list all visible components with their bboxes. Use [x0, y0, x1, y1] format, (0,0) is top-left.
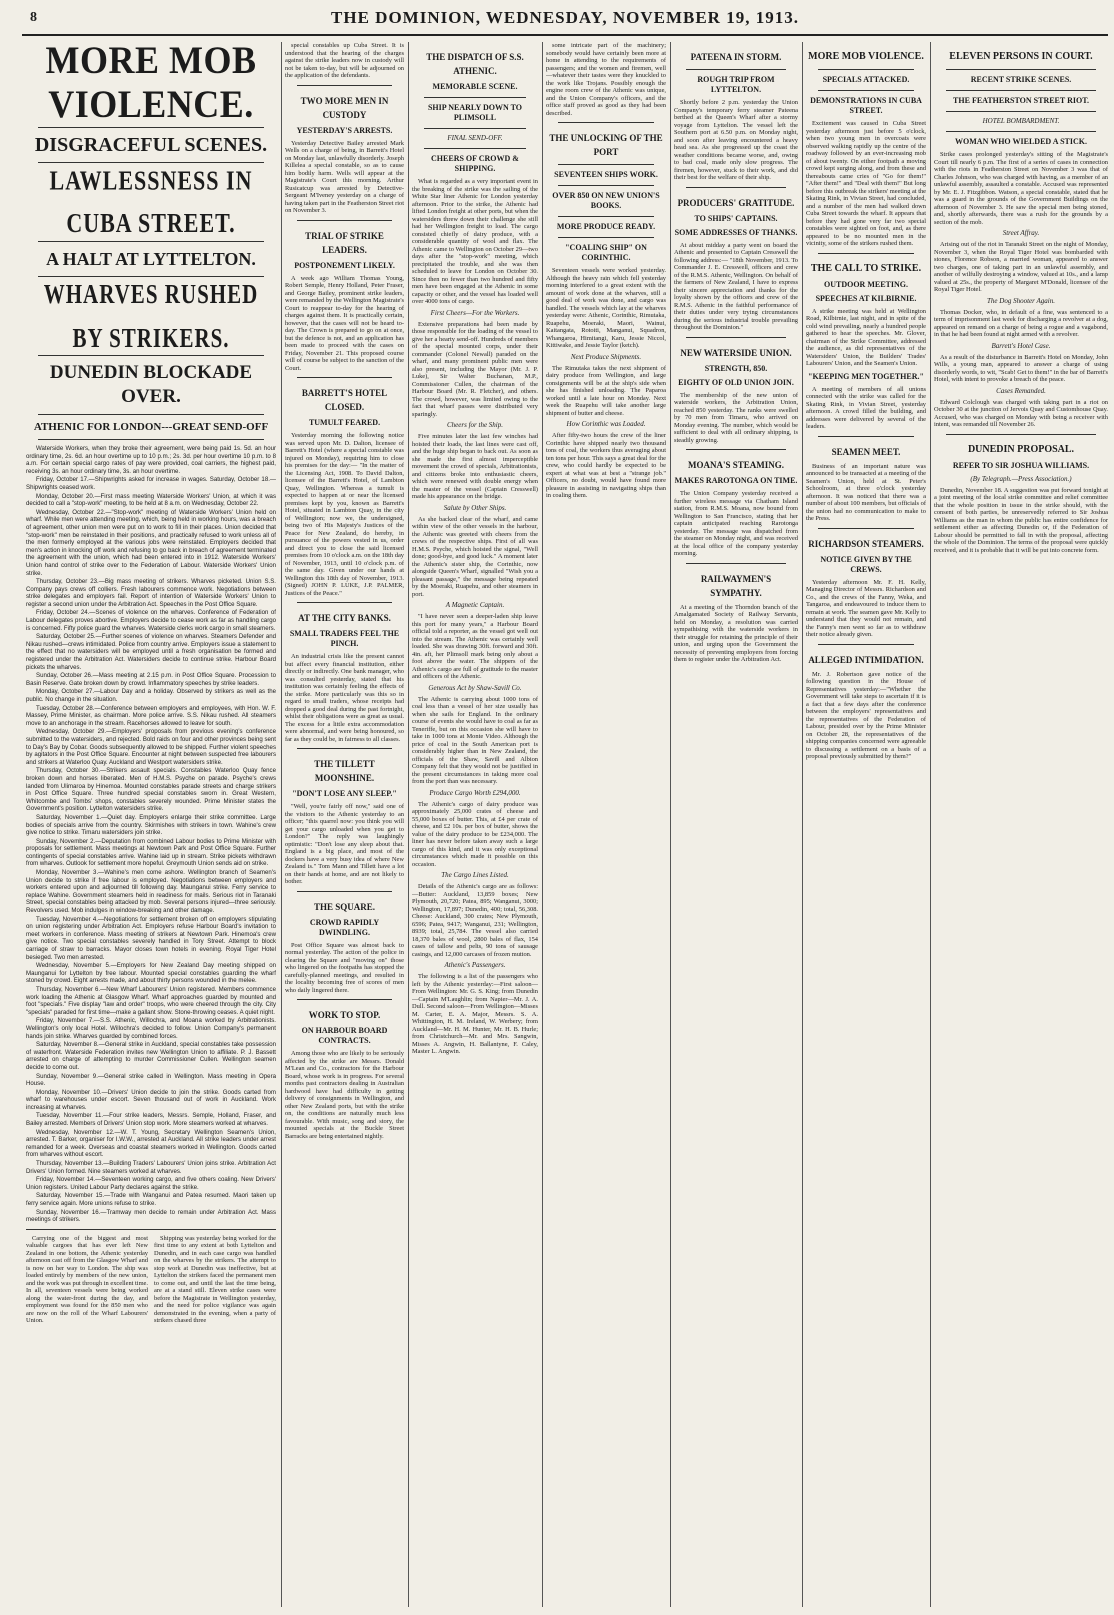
subheading: Produce Cargo Worth £294,000. [429, 788, 521, 797]
divider [686, 69, 786, 70]
chronicle-entry: Sunday, November 2.—Deputation from combined Labour bodies to Prime Minister with proposals for settlement. Mass meetings at Newtown Park and Post Office Square. Further contingents of special constables arrive. Wahine laid up in stream. Strike pickets withdrawn from wharves. Outlook for settlement more hopeful. Greymouth Union sends aid on strike. [26, 837, 276, 868]
divider [818, 528, 914, 529]
subheading: EIGHTY OF OLD UNION JOIN. [678, 377, 794, 387]
divider [297, 602, 392, 603]
chronicle-entry: Friday, October 17.—Shipwrights asked for increase in wages. Saturday, October 18.—Shipwrights ceased work. [26, 476, 276, 491]
subheading: STRENGTH, 850. [704, 363, 768, 373]
subheading: Street Affray. [1002, 229, 1040, 237]
article-body: At about midday a party went on board the Athenic and presented to Captain Cresswell the following address:— "18th November, 1913. To Commander J. E. Cresswell, officers and crew of the R.M.S. Athenic, Wellington. On behalf of the farmers of New Zealand, I have to express their sincere appreciation and thanks for the loyalty shown by the officers and crew of the R.M.S. Athenic in the faithful performance of their duties under very trying circumstances during the serious industrial trouble prevailing throughout the Dominion." [674, 241, 798, 331]
article-body: The Athenic is carrying about 1000 tons of coal less than a vessel of her size usually has when she sails for England. In the ordinary course of events she would have to coal as far as Teneriffe, but on this occasion she will have to take in 1000 tons at Monte Video. Although the price of coal in the South American port is considerably higher than in New Zealand, the officials of the Shaw, Savill and Albion Company felt that they would not be justified in the present circumstances in taking more coal from the port than was necessary. [412, 695, 538, 785]
subheading: REFER TO SIR JOSHUA WILLIAMS. [952, 460, 1090, 470]
divider [686, 563, 786, 564]
divider [297, 377, 392, 378]
article-body: The Rimutaka takes the next shipment of dairy produce from Wellington, and large consignments will be at the ship's side when she has finished unloading. The Paparoa worked until a late hour on Monday. Next week the Ruapehu will take another large shipment of butter and cheese. [546, 364, 666, 417]
divider [946, 69, 1096, 70]
subheading: "COALING SHIP" ON CORINTHIC. [565, 243, 647, 262]
subheading: SOME ADDRESSES OF THANKS. [674, 227, 798, 237]
column-5 [674, 42, 798, 1607]
divider [686, 337, 786, 338]
section-heading: RICHARDSON STEAMERS. [808, 538, 924, 549]
headline-wharves-rushed: WHARVES RUSHED BY STRIKERS. [43, 278, 259, 354]
section-heading: PRODUCERS' GRATITUDE. [677, 197, 795, 208]
subheading: POSTPONEMENT LIKELY. [294, 260, 395, 270]
divider [558, 185, 654, 186]
subheading: First Cheers—For the Workers. [430, 308, 520, 317]
article-body: Yesterday Detective Bailey arrested Mark Wells on a charge of being, in Barrett's Hotel on Monday last, unlawfully disorderly. Joseph Killelea a special constable, so as to cause him bodily harm. Wells will appear at the Magistrate's Court this morning. Arthur Rusicatcup was arrested by Detective-Sergeant M'Iveney yesterday on a charge of having taken part in the Featherston Street riot on November 3. [285, 139, 404, 214]
article-body: Post Office Square was almost back to normal yesterday. The action of the police in clearing the Square and "moving on" those who lingered on the footpaths has stopped the carefully-planned meetings, and resulted in the locality becoming free of scores of men who daily lingered there. [285, 941, 404, 994]
article-body: Mr. J. Robertson gave notice of the following question in the House of Representatives yesterday:—"Whether the Government will take steps to ascertain if it is a fact that a few days after the conference between the employers' representatives and the representatives of the Federation of Labour, presided over by the Prime Minister on October 28, the representatives of the shipping companies concerned were agreeable to discussing a settlement on a basis of a proposal previously submitted by them?" [806, 670, 926, 760]
subheading: MEMORABLE SCENE. [432, 82, 518, 91]
article-body: As she backed clear of the wharf, and came within view of the other vessels in the harbour, the Athenic was greeted with cheers from the crews of the respective ships. First of all was H.M.S. Psyche, which hoisted the signal, "Well done; good-bye, and good luck." A moment later the Athenic's sister ship, the Corinthic, now alongside Queen's Wharf, signalled "Wish you a pleasant passage," the message being repeated by the Moeraki, Ruapehu, and other steamers in port. [412, 515, 538, 598]
chronicle-entry: Friday, October 24.—Scenes of violence on the wharves. Conference of Federation of Labour delegates proves abortive. Employers decide to cease work as far as handling cargo is concerned. Fifty police guard the wharves. Waterside clerks work cargo in small steamers. [26, 609, 276, 632]
divider [297, 748, 392, 749]
subheading: Salute by Other Ships. [443, 503, 507, 512]
newspaper-title: THE DOMINION, WEDNESDAY, NOVEMBER 19, 1913. [331, 8, 799, 27]
chronicle-entry: Thursday, October 23.—Big mass meeting of strikers. Wharves picketed. Union S.S. Company pays crews off colliers. Fresh labourers commence work. Negotiations between strike delegates and employers fail. Report of intention of Waterside Workers' Union to register a second union under the Arbitration Act. Speeches in the Post Office Square. [26, 578, 276, 608]
column-rule [542, 42, 543, 1607]
chronicle-entry: Monday, November 3.—Wahine's men come ashore. Wellington branch of Seamen's Union decide to strike if free labour is employed. Negotiations between employers and workers entered upon and adjourned till following day. Maunganui strike. Ferry service to replace Wahine. Government steamers held in readiness for mails. Serious riot in Taranaki Street, special constables being attacked by mob. Several persons injured—three seriously. Revolvers used. Mob indulges in window-breaking and other damage. [26, 869, 276, 915]
section-heading: DUNEDIN PROPOSAL. [967, 443, 1075, 455]
chronicle-entry: Wednesday, October 29.—Employers' proposals from previous evening's conference submitted to the watersiders, and rejected. Bold raids on four and other provinces being sent to Day's Bay by Cobar. Goods subsequently allowed to be shipped. Further violent speeches by agitators in the Post Office Square. Encounter at night between suspected free labourers and strikers at Waterloo Quay. Auckland and Westport watersiders strike. [26, 728, 276, 766]
headline-disgraceful-scenes: DISGRACEFUL SCENES. [34, 134, 268, 156]
subheading: A Magnetic Captain. [445, 601, 505, 609]
column-6 [806, 42, 926, 1607]
article-body: Details of the Athenic's cargo are as follows:—Butter: Auckland, 13,859 boxes; New Plymouth, 20,720; Patea, 895; Wanganui, 3000; Wellington, 17,897; Dunedin, 400; total, 56,308. Cheese: Auckland, 300 crates; New Plymouth, 6596; Patea, 9417; Wanganui, 231; Wellington, 8939; total, 25,784. The vessel also carried 18,370 bales of wool, 2800 bales of flax, 154 cases of tallow and pelts, 90 tons of sausage casings, and 12,000 carcases of frozen mutton. [412, 883, 538, 958]
section-heading: PATEENA IN STORM. [690, 52, 782, 62]
subheading: Cases Remanded. [996, 386, 1046, 395]
chronicle-entry: Tuesday, November 11.—Four strike leaders, Messrs. Semple, Holland, Fraser, and Bailey arrested. Members of Drivers' Union stop work. More steamers worked at wharves. [26, 1112, 276, 1128]
chronicle-entry: Thursday, November 6.—New Wharf Labourers' Union registered. Members commence work loading the Athenic at Glasgow Wharf. Wharf approaches guarded by mounted and foot "specials." Five display "law and order" troops, who were cheered through the city. City "specials" paraded for first time—make a gallant show. Stone-throwing ceases. A quiet night. [26, 985, 276, 1016]
divider [818, 253, 914, 254]
subheading: OVER 850 ON NEW UNION'S BOOKS. [552, 191, 660, 210]
divider [38, 414, 264, 415]
article-body: At a meeting of the Thorndon branch of the Amalgamated Society of Railway Servants, held on Monday, a resolution was carried sympathising with the waterside workers in their struggle for retaining the principle of their union, and urging upon the Government the necessity of preventing employers from forcing them to register under the Arbitration Act. [674, 603, 798, 663]
section-heading: ALLEGED INTIMIDATION. [808, 654, 924, 665]
subheading: Athenic's Passengers. [444, 961, 506, 969]
headline-dunedin-blockade: DUNEDIN BLOCKADE OVER. [49, 362, 253, 407]
column-rule [281, 42, 282, 1607]
section-heading: THE SQUARE. [313, 901, 375, 912]
article-body: Business of an important nature was announced to be transacted at a meeting of the Seamen's Union, held at St. Peter's Schoolroom, at three o'clock yesterday afternoon. It was noticed that there was a number of about 100 members, but officials of the union had no communication to make to the Press. [806, 462, 926, 522]
divider [558, 237, 654, 238]
divider [558, 216, 654, 217]
article-body: The membership of the new union of waterside workers, the Arbitration Union, reached 850 yesterday. The ranks were swelled by 70 men from Timaru, who arrived on Monday evening. The number, which would be sufficient to deal with all ordinary shipping, is steadily growing. [674, 391, 798, 444]
subheading: Generous Act by Shaw-Savill Co. [428, 683, 522, 692]
chronicle-entry: Saturday, November 8.—General strike in Auckland, special constables take possession of waterfront. Waterside Federation invites new Wellington Union to affiliate. P. J. Bassett arrested on charge of attempting to murder Commissioner Cullen. Wellington seamen decide to come out. [26, 1041, 276, 1071]
article-body: A week ago William Thomas Young, Robert Semple, Henry Holland, Peter Fraser, and George Bailey, prominent strike leaders, were remanded by the Wellington Magistrate's Court to reappear to-day for the hearing of charges against them. It is practically certain, however, that the cases will not be heard to-day. The Crown is prepared to go on at once, but the defence is not, and an application has been made to proceed with the cases on Friday, November 21. This proposed course will of course be subject to the sanction of the Court. [285, 274, 404, 372]
divider [424, 97, 526, 98]
headline-halt-at-lyttelton: A HALT AT LYTTELTON. [46, 249, 256, 269]
chronicle-entry: Tuesday, October 28.—Conference between employers and employees, with Hon. W. F. Massey, Prime Minister, as chairman. More police arrive. S.S. Nikau rushed. All steamers move to an anchorage in the stream. Racehorses allowed to leave for south. [26, 704, 276, 727]
chronicle-entry: Friday, November 14.—Seventeen working cargo, and five others coaling. New Drivers' Union registers. United Labour Party declares against the strike. [26, 1176, 276, 1191]
column-7 [934, 42, 1108, 1607]
divider [38, 439, 264, 440]
section-heading: THE TILLETT MOONSHINE. [314, 759, 375, 783]
divider [297, 999, 392, 1000]
divider [946, 90, 1096, 91]
chronicle-entry: Sunday, November 9.—General strike called in Wellington. Mass meeting in Opera House. [26, 1072, 276, 1088]
divider [558, 122, 654, 123]
chronicle-entry: Waterside Workers, when they broke their agreement, were being paid 1s. 5d. an hour ordinary time, 2s. 6d. an hour overtime up to 10 p.m.; 2s. 3d. per hour overtime 10 p.m. to 8 a.m. For certain special cargo rates of pay were provided, coal carriers, the highest paid, receiving 3s. an hour ordinary time, 3s. an hour overtime. [26, 445, 276, 475]
article-body: Strike cases prolonged yesterday's sitting of the Magistrate's Court till nearly 6 p.m. The first of a series of cases in connection with the riots in Featherston Street on November 3 was that of Charles Johnson, who was charged with having, as a member of an unlawful assembly, assaulted a constable. Accused was represented by Mr. E. J. Fitzgibbon. Watson, a special constable, stated that he was a guard in the grounds of the Government Buildings on the afternoon of November 3. He saw the special men being stoned, and, shortly afterwards, there was a rush for the grounds by a section of the mob. [934, 151, 1108, 226]
article-body: After fifty-two hours the crew of the liner Corinthic have shipped nearly two thousand tons of coal, the workers thus averaging about ten tons per hour. This says a great deal for the crew, who could hardly be expected to be expert at what was at best a "strange job." Officers, no doubt, would have found more pleasure in assisting in navigating ships than in coaling them. [546, 432, 666, 499]
article-body: Edward Colclough was charged with taking part in a riot on October 30 at the junction of Jervois Quay and Customhouse Quay. Accused, who was charged on Monday with being a receiver with intent, was remanded till November 26. [934, 398, 1108, 428]
subheading: (By Telegraph.—Press Association.) [970, 474, 1072, 483]
subheading: CHEERS OF CROWD & SHIPPING. [431, 154, 519, 173]
subheading: "KEEPING MEN TOGETHER." [808, 371, 924, 381]
chronicle-entry: Sunday, October 26.—Mass meeting at 2.15 p.m. in Post Office Square. Procession to Basin Reserve. Gate broken down by crowd. Inflammatory speeches by strike leaders. [26, 672, 276, 687]
article-body: Yesterday afternoon Mr. F. H. Kelly, Managing Director of Messrs. Richardson and Co., and the crews of the Fanny, Weka, and Tangaroa, and endeavoured to induce them to remain at work. The seamen gave Mr. Kelly to understand that they would not remain, and the Fanny's men went so far as to withdraw their notice already given. [806, 578, 926, 638]
article-body: A meeting of members of all unions connected with the strike was called for the Skating Rink, in Vivian Street, yesterday afternoon. A crowd filled the building, and addresses were delivered by several of the leaders. [806, 385, 926, 430]
divider [424, 148, 526, 149]
chronicle-entry: Monday, November 10.—Drivers' Union decide to join the strike. Goods carted from wharf to warehouses under escort. Seven thousand out of work in Auckland. Work increasing at wharves. [26, 1088, 276, 1111]
column-rule [670, 42, 671, 1607]
masthead [22, 4, 1108, 36]
subheading: MORE PRODUCE READY. [556, 222, 656, 231]
article-body: Arising out of the riot in Taranaki Street on the night of Monday, November 3, when the Royal Tiger Hotel was bombarded with stones, Florence Robson, a married woman, appeared to answer two charges, one of taking part in an unlawful assembly, and another of wilfully destroying a window, valued at 10s., and a lamp valued at 25s., the property of Margaret M'Donald, licensee of the Royal Tiger Hotel. [934, 241, 1108, 293]
article-body: The following is a list of the passengers who left by the Athenic yesterday:—First saloon—From Wellington: Mr. G. S. King; from Dunedin—Captain M'Laughlin; from Napier—Mr. J. A. Dull. Second saloon—From Wellington—Misses M. Carter, E. A. Major, Messrs. S. A. Whittington, H. M. Ireland, W. Werbery; from Auckland—Mr. H. M. Hunter, Mr. H. B. Hurle; from Christchurch—Mr. and Mrs. Sangwin, Misses A. Angwin, H. Ballantyne, F. Caley, Master L. Angwin. [412, 973, 538, 1055]
divider [297, 891, 392, 892]
section-heading: TWO MORE MEN IN CUSTODY [300, 95, 389, 120]
subheading: SPECIALS ATTACKED. [822, 75, 910, 84]
section-heading: MOANA'S STEAMING. [687, 460, 784, 470]
chronicle-entry: Saturday, November 1.—Quiet day. Employers enlarge their strike committee. Large bodies of specials arrive from the country. Skirmishes with strikers in town. Wahine's crew give notice to strike. Timaru watersiders join strike. [26, 813, 276, 837]
chronicle-entry: Monday, October 20.—First mass meeting Waterside Workers' Union, at which it was decided to call a "stop-work" meeting, to be held at 8 a.m. on Wednesday, October 22. [26, 492, 276, 508]
subheading: DEMONSTRATIONS IN CUBA STREET. [810, 96, 922, 115]
divider [686, 187, 786, 188]
divider [424, 128, 526, 129]
divider [818, 436, 914, 437]
divider [946, 434, 1096, 435]
subheading: TUMULT FEARED. [308, 418, 381, 427]
section-heading: RAILWAYMEN'S SYMPATHY. [700, 573, 772, 598]
article-body: Thomas Docker, who, in default of a fine, was sentenced to a term of imprisonment last week for discharging a revolver at a dog, appeared on remand on a charge of being a rogue and a vagabond, in that he had been found at night armed with a revolver. [934, 308, 1108, 338]
article-body: Extensive preparations had been made by those responsible for the loading of the vessel to give her a hearty send-off. Hundreds of members of the special mounted corps, under their commander (Colonel Newall) paraded on the wharf, and many prominent public men were also present, including the Mayor (Mr. J. P. Luke), Sir Walter Buchanan, M.P., Commissioner Cullen, the chairman of the Harbour Board (Mr. R. Fletcher), and others. The crowd, however, was limited owing to the fact that wharf passes were distributed very sparingly. [412, 320, 538, 418]
headline-athenic-for-london: ATHENIC FOR LONDON---GREAT SEND-OFF [33, 421, 269, 433]
divider [946, 131, 1096, 132]
article-body: "Well, you're fairly off now," said one of the visitors to the Athenic yesterday to an officer; "this quarrel now: you think you will get your cargo unloaded when you get to London?" The reply was laughingly optimistic: "Don't lose any sleep about that. England is a big place, and most of the dockers have a very busy idea of where New Zealand is." Tom Mann and Tillett have a lot on their hands at home, and are not likely to bother. [285, 803, 404, 885]
section-heading: WORK TO STOP. [308, 1010, 381, 1020]
article-body: Among those who are likely to be seriously affected by the strike are Messrs. Donald M'Lean and Co., contractors for the Harbour Board, whose work is in progress. For several months past contractors dealing in Australian hardwood have had difficulty in getting delivery of consignments in Wellington, and other New Zealand ports, but with the strike on, the conditions are naturally much less favourable. With music, song and story, the mounted specials at the Buckle Street Barracks are being entertained nightly. [285, 1050, 404, 1140]
column-3 [412, 42, 538, 1607]
chronicle-entry: Friday, November 7.—S.S. Athenic, Willochra, and Moana worked by Arbitrationists. Wellington's only local Hotel. Willochra's decided to follow. Union Company's permanent hands join strike. Wharves guarded by combined forces. [26, 1017, 276, 1040]
chronicle-entry: Sunday, November 16.—Tramway men decide to remain under Arbitration Act. Mass meetings of strikers. [26, 1208, 276, 1224]
divider [818, 644, 914, 645]
column-main-story [26, 42, 276, 1607]
article-body: Excitement was caused in Cuba Street yesterday afternoon just before 5 o'clock, when two young men in overcoats were observed walking rapidly up the centre of the roadway followed by an ever-increasing mob of about twenty. On either footpath a moving crowd kept surging along, and from these and thereabouts came cries of "Go for them!" "After them!" and "Deal with them!" But long before this outbreak the strikers' meeting at the Skating Rink, in Vivian Street, had concluded, and a number of the men had walked down Cuba Street towards the wharf. It appears that before they had gone very far two special constables were sighted on foot, and, as there appeared to be no mounted men in the vicinity, some of the strikers rushed them. [806, 120, 926, 247]
chronicle-entry: Thursday, October 30.—Strikers assault specials. Constables Waterloo Quay fence broken down and horses liberated. Men of H.M.S. Psyche on parade. Psyche's crews landed from Ulimaroa by Hinemoa. Mounted constables parade streets and charge strikers in Post Office Square. Three hundred special constables sworn in. Great Western, Whitcombe and Tombs' shops, constables severely wounded. Prime Minister states the Government's position. Lyttelton watersiders strike. [26, 767, 276, 813]
column-rule [930, 42, 931, 1607]
subheading: The Dog Shooter Again. [987, 296, 1055, 305]
divider [686, 449, 786, 450]
subheading: Next Produce Shipments. [570, 352, 642, 361]
strike-chronicle [26, 445, 276, 1230]
article-body: Carrying one of the biggest and most valuable cargoes that has ever left New Zealand in one bottom, the Athenic yesterday afternoon cast off from the Glasgow Wharf and is now on her way to London. The ship was loaded entirely by members of the new union, and the work was put through in excellent time. In all, seventeen vessels were being worked along the water-front during the day, and employment was found for the 850 men who are now on the roll of the Wharf Labourers' Union. [26, 1234, 148, 1325]
article-body: An industrial crisis like the present cannot but affect every financial institution, either directly or indirectly. One bank manager, who was consulted yesterday, stated that his institution was certainly feeling the effects of the strike. More particularly was this so in regard to small traders, whose receipts had dropped a good deal during the past fortnight, whilst their obligations were as great as usual. The excess for a little extra accommodation were abnormal, and were being honoured, so far as they could be, in fairness to all classes. [285, 653, 404, 743]
subheading: TO SHIPS' CAPTAINS. [694, 213, 778, 223]
subheading: RECENT STRIKE SCENES. [970, 75, 1072, 84]
subheading: "DON'T LOSE ANY SLEEP." [292, 789, 397, 798]
article-body: special constables up Cuba Street. It is understood that the hearing of the charges against the strike leaders now in custody will not be taken to-day, but will be adjourned on the application of the defendants. [285, 42, 404, 79]
article-body: Five minutes later the last few winches had hoisted their loads, the last lines were cast off, and the huge ship began to back out. As soon as she made the first almost imperceptible movement the crowd of specials, Arbitrationists, and citizens broke into enthusiastic cheers, which were renewed with double energy when the master of the vessel (Captain Cresswell) made his appearance on the bridge. [412, 433, 538, 500]
subheading: THE FEATHERSTON STREET RIOT. [953, 96, 1089, 105]
subheading: FINAL SEND-OFF. [447, 134, 503, 142]
column-2 [285, 42, 404, 1607]
section-heading: MORE MOB VIOLENCE. [808, 51, 924, 62]
article-body: As a result of the disturbance in Barrett's Hotel on Monday, John Wills, a young man, appeared to answer a charge of using disorderly words, to wit, "Scab! Get to them!" in the bar of Barrett's Hotel, with intent to provoke a breach of the peace. [934, 353, 1108, 383]
subheading: Cheers for the Ship. [447, 421, 503, 429]
subheading: YESTERDAY'S ARRESTS. [296, 125, 393, 135]
column-rule [408, 42, 409, 1607]
section-heading: THE UNLOCKING OF THE PORT [549, 133, 663, 157]
section-heading: THE CALL TO STRIKE. [810, 262, 922, 274]
subheading: The Cargo Lines Listed. [441, 871, 509, 879]
subheading: MAKES RAROTONGA ON TIME. [674, 476, 798, 485]
chronicle-entry: Monday, October 27.—Labour Day and a holiday. Observed by strikers as well as the public. No change in the situation. [26, 688, 276, 703]
divider [818, 69, 914, 70]
article-body: The Union Company yesterday received a further wireless message via Chatham Island station, from R.M.S. Moana, now bound from Wellington to San Francisco, stating that her captain anticipated reaching Rarotonga yesterday. The message was dispatched from the steamer on Monday night, and was received at the local office of the company yesterday morning. [674, 490, 798, 557]
divider [946, 111, 1096, 112]
section-heading: TRIAL OF STRIKE LEADERS. [305, 230, 384, 255]
column-4 [546, 42, 666, 1607]
subheading: CROWD RAPIDLY DWINDLING. [309, 917, 380, 937]
subheading: SMALL TRADERS FEEL THE PINCH. [289, 629, 400, 648]
article-body: A strike meeting was held at Wellington Road, Kilbirnie, last night, and in spite of the cold wind prevailing, nearly a hundred people gathered to hear the speeches. Mr. Glover, chairman of the Strike Committee, addressed the audience, as did representatives of the Watersiders' Union, the Builders' Trades' Labourers' Union, and the Seamen's Union. [806, 307, 926, 367]
column-rule [802, 42, 803, 1607]
section-heading: AT THE CITY BANKS. [298, 613, 391, 623]
article-body: Shipping was yesterday being worked for the first time to any extent at both Lyttelton and Dunedin, and in each case cargo was handled on the wharves by the strikers. The attempt to stop work at Dunedin was ineffective, but at Lyttelton the strikers faced the permanent men to come out, and until the last the time being, are at a stand still. Eleven strike cases were before the Magistrate in Wellington yesterday, and the need for police vigilance was again demonstrated in the evening, when a party of strikers chased three [154, 1234, 276, 1325]
article-body: Dunedin, November 18. A suggestion was put forward tonight at a joint meeting of the local strike committee and relief committee that the whole position in issue in the strike should, with the consent of both parties, be unreservedly referred to Sir Joshua Williams as the man in whom the public has entire confidence for settlement either as affecting Dunedin or, if the Federation of Labour should be permitted to fall in with the proposal, affecting the whole of the Dominion. The terms of the proposal were quickly received, and it is probable that it will be put into concrete form. [934, 486, 1108, 554]
divider [38, 127, 264, 128]
subheading: NOTICE GIVEN BY THE CREWS. [820, 554, 912, 574]
chronicle-entry: Wednesday, October 22.—"Stop-work" meeting of Waterside Workers' Union held on wharf. While men were attending meeting, which, being held in working hours, was a breach of agreement, other union men were put on to work to fill in their places. Union decided that "stop-work" men be reinstated in their positions, and practically refused to work unless all of the men formerly employed at the various jobs were reinstated. Employers decided that men's action in knocking off work and refusing to go back in breach of agreement terminated the agreement with the union, which had been entered into in 1912. Waterside Workers' Union hand control of strike over to the Federation of Labour. Waterside Workers' Union strike. [26, 508, 276, 577]
divider [558, 164, 654, 165]
section-heading: BARRETT'S HOTEL CLOSED. [301, 388, 388, 412]
article-body: Shortly before 2 p.m. yesterday the Union Company's temporary ferry steamer Pateena berthed at the Queen's Wharf after a stormy voyage from Lyttelton. The vessel left the Southern port at 6.50 p.m. on Monday night, and soon after leaving encountered a heavy head sea. As she progressed up the coast the weather conditions became worse, and, owing to bad coal, made only slow progress. The firemen, however, stuck to their work, and did their best for the welfare of their ship. [674, 99, 798, 181]
article-body: some intricate part of the machinery; somebody would have certainly been more at home in attending to the requirements of passengers; and the women and firemen, well—whatever their tastes were they knuckled to the work like Trojans. Possibly enough the engine room crew of the Athenic was unique, and the Union Company's officers, and the office staff proved as good as they had been described. [546, 42, 666, 117]
section-heading: ELEVEN PERSONS IN COURT. [949, 51, 1093, 62]
divider [818, 90, 914, 91]
subheading: WOMAN WHO WIELDED A STICK. [955, 137, 1087, 146]
section-heading: NEW WATERSIDE UNION. [680, 347, 792, 358]
article-body: "I have never seen a deeper-laden ship leave this port for many years," a Harbour Board official told a reporter, as the vessel got well out into the stream. The Athenic was certainly well loaded. She was drawing 30ft. forward and 30ft. 4in. aft, her Plimsoll mark being only about a foot above the water. The shippers of the Athenic's cargo are full of gratitude to the master and officers of the Athenic. [412, 613, 538, 680]
subheading: ON HARBOUR BOARD CONTRACTS. [301, 1026, 388, 1045]
chronicle-entry: Wednesday, November 5.—Employers for New Zealand Day meeting shipped on Maunganui for Lyttelton by free labour. Mounted special constables guarding the wharf stoned by crowd. Eight arrests made, and about thirty persons wounded in the melee. [26, 962, 276, 985]
subheading: OUTDOOR MEETING. [823, 279, 908, 289]
chronicle-entry: Tuesday, November 4.—Negotiations for settlement broken off on employers stipulating on union registering under Arbitration Act. Employers refuse Harbour Board's invitation to meet workers in conference. Mass meeting of strikers at Newtown Park. Hinemoa's crew give notice. Two special constables severely handled in Tory Street. Attempt to block carriage of straw to barracks. Mayor closes town hotels in evening. Royal Tiger Hotel besieged. Two men arrested. [26, 915, 276, 961]
article-body: Yesterday morning the following notice was served upon Mr. D. Dalton, licensee of Barrett's Hotel (where a special constable was injured on Monday), requiring him to close his premises for the day:— "In the matter of the Licensing Act, 1908. To David Dalton, licensee of the Barrett's Hotel, of Lambton Quay, Wellington. Whereas a tumult is expected to happen at or near the licensed premises kept by you, known as Barrett's Hotel, situated in Lambton Quay, in the city of Wellington; now we, the undersigned, being two of His Majesty's Justices of the Peace for New Zealand, do hereby, in pursuance of the powers vested in us, order and direct you to close the said licensed premises from 10 o'clock a.m. on the 18th day of November, 1913, until 10 o'clock p.m. of the same day. Given under our hands at Wellington this 18th day of November, 1913. (Signed) JOHN P. LUKE, J.P. PALMER, Justices of the Peace." [285, 432, 404, 597]
chronicle-entry: Saturday, October 25.—Further scenes of violence on wharves. Steamers Defender and Nikau rushed—crews intimidated. Police from country arrive. Employers issue a statement to the effect that no watersiders will be employed until a fresh organisation be formed and registered under the Arbitration Act. Watersiders decide to continue strike. Harbour Board pickets the wharves. [26, 633, 276, 671]
divider [297, 85, 392, 86]
headline-lawlessness: LAWLESSNESS IN CUBA STREET. [49, 164, 253, 239]
subheading: How Corinthic was Loaded. [566, 420, 646, 428]
article-body: Seventeen vessels were worked yesterday. Although the heavy rain which fell yesterday morning interfered to a great extent with the amount of work done at the wharves, still a good deal of work was done, and cargo was handled. The vessels which lay at the wharves yesterday were: Athenic, Corinthic, Rimutaka, Ruapehu, Moeraki, Maori, Wainui, Kaitangata, Rotoiti, Manganui, Squadron, Whangaroa, Himitangi, Karu, Jessie Niccol, Kittiwake, and Jessie Taylor (ketch). [546, 267, 666, 349]
section-heading: SEAMEN MEET. [831, 446, 901, 457]
divider [297, 220, 392, 221]
chronicle-entry: Thursday, November 13.—Building Traders' Labourers' Union joins strike. Arbitration Act Drivers' Union formed. Nine steamers worked at wharves. [26, 1160, 276, 1175]
subheading: SHIP NEARLY DOWN TO PLIMSOLL [427, 103, 523, 122]
article-body: What is regarded as a very important event in the breaking of the strike was the sailing of the White Star liner Athenic for London yesterday afternoon. Prior to the strike, the Athenic had lifted London freight at other ports, but when the watersiders threw down their challenge she still had her Wellington freight to load. The cargo consisted chiefly of dairy produce, with a considerable quantity of wool and flax. The Athenic came to Wellington on October 29—two days after the "stop-work" meeting, which precipitated the trouble, and she was then scheduled to leave for London on October 30. Since then no fewer than two hundred and fifty men have been engaged at the Athenic in some capacity or other, and the vessel has loaded well over 4000 tons of cargo. [412, 178, 538, 305]
subheading: SEVENTEEN SHIPS WORK. [554, 170, 658, 179]
subheading: ROUGH TRIP FROM LYTTELTON. [697, 75, 775, 94]
page-number: 8 [30, 10, 37, 25]
headline-more-mob-violence: MORE MOB VIOLENCE. [45, 42, 257, 126]
chronicle-entry: Saturday, November 15.—Trade with Wanganui and Patea resumed. Maori taken up ferry service again. More unions refuse to strike. [26, 1192, 276, 1207]
subheading: Barrett's Hotel Case. [991, 341, 1051, 350]
section-heading: THE DISPATCH OF S.S. ATHENIC. [426, 52, 524, 76]
chronicle-entry: Wednesday, November 12.—W. T. Young, Secretary Wellington Seamen's Union, arrested. T. Barker, organiser for I.W.W., arrested at Auckland. All strike leaders under arrest remanded for a week. Overseas and coastal steamers worked in Wellington. Goods carted from wharves without escort. [26, 1128, 276, 1159]
subheading: SPEECHES AT KILBIRNIE. [815, 293, 917, 303]
subheading: HOTEL BOMBARDMENT. [982, 117, 1060, 125]
article-body: The Athenic's cargo of dairy produce was approximately 25,000 crates of cheese and 55,000 boxes of butter. This, at £4 per crate of cheese, and £2 10s. per box of butter, shows the value of the dairy produce to be £234,000. The liner has never before taken away such a large cargo of this kind, and it was only exceptional circumstances which made it possible on this occasion. [412, 800, 538, 868]
bottom-columns [26, 1235, 276, 1325]
